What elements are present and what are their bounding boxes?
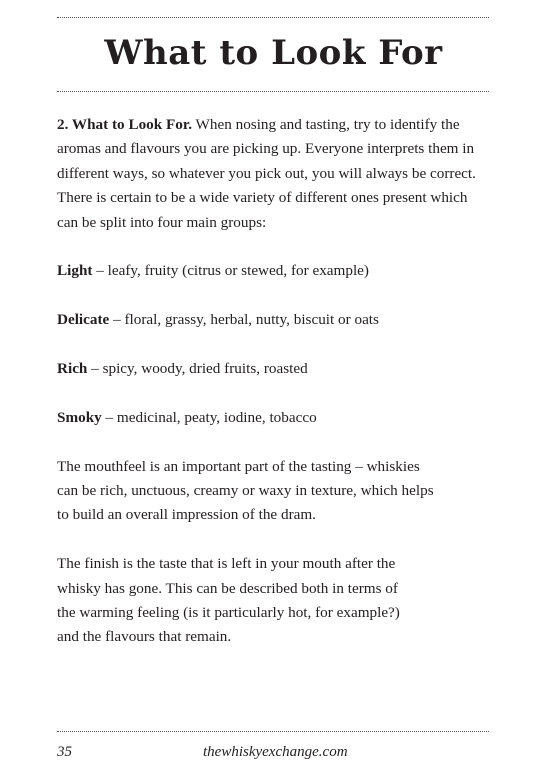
group-desc: – spicy, woody, dried fruits, roasted [87,360,308,378]
group-delicate [57,308,497,332]
finish-line-3: the warming feeling (is it particularly hot, for example?) [57,604,400,622]
finish-line-1: The finish is the taste that is left in your mouth after the [57,555,396,573]
mouthfeel-line-1: The mouthfeel is an important part of the tasting – whiskies [57,457,420,475]
group-rich [57,357,497,381]
group-light [57,259,497,283]
intro-lead: 2. What to Look For. [57,116,193,133]
group-name: Light [57,262,93,280]
page-footer [57,741,489,763]
group-desc: – leafy, fruity (citrus or stewed, for example) [92,262,369,280]
group-name: Delicate [57,311,110,329]
finish-line-2: whisky has gone. This can be described both in terms of [57,579,398,597]
intro-line-3: different ways, so whatever you pick out, you will always be correct. [57,164,476,182]
footer-divider [57,731,489,732]
top-divider [57,17,489,18]
intro-line-5: can be split into four main groups: [57,213,267,231]
intro-paragraph [57,113,497,235]
page-number: 35 [57,744,72,760]
page-body [57,113,497,674]
site-url: thewhiskyexchange.com [203,744,348,760]
title-divider [57,91,489,92]
group-smoky [57,406,497,430]
finish-paragraph [57,552,497,650]
mouthfeel-line-3: to build an overall impression of the dram. [57,506,316,524]
finish-line-4: and the flavours that remain. [57,628,232,646]
group-desc: – medicinal, peaty, iodine, tobacco [101,408,317,426]
group-desc: – floral, grassy, herbal, nutty, biscuit or oats [109,311,379,329]
mouthfeel-paragraph [57,455,497,528]
group-name: Rich [57,360,88,378]
mouthfeel-line-2: can be rich, unctuous, creamy or waxy in texture, which helps [57,482,434,500]
group-name: Smoky [57,408,102,426]
intro-line-4: There is certain to be a wide variety of different ones present which [57,189,468,207]
page-title: What to Look For [104,33,443,73]
intro-line-2: aromas and flavours you are picking up. Everyone interprets them in [57,140,475,158]
intro-line-1: When nosing and tasting, try to identify the [192,116,460,133]
